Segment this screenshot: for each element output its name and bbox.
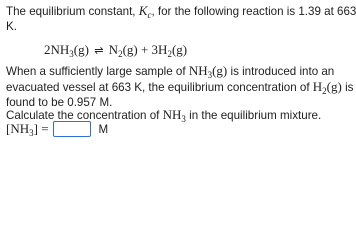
nh3-concentration-input[interactable] xyxy=(53,121,91,137)
intro-line-1: The equilibrium constant, $K_c$, for the following reaction is 1.39 at 663 xyxy=(6,3,356,20)
answer-label: $[NH_3]$ = xyxy=(6,121,49,138)
intro-line-2: K. xyxy=(6,20,17,33)
equilibrium-arrow-icon: ⇌ xyxy=(94,45,104,57)
unit-label: M xyxy=(98,122,109,136)
reaction-equation: $2NH_3(g)$ ⇌ $N_2(g) + 3H_2(g)$ xyxy=(44,42,188,59)
kc-symbol: $K_c$ xyxy=(138,3,152,20)
paragraph-line-2: evacuated vessel at 663 K, the equilibrium concentration of $H_2(g)$ is xyxy=(6,79,354,96)
question-line: Calculate the concentration of $NH_3$ in the equilibrium mixture. xyxy=(6,107,322,124)
paragraph-line-1: When a sufficiently large sample of $NH_3(g)$ is introduced into an xyxy=(6,63,335,80)
paragraph-line-3: found to be 0.957 M. xyxy=(6,96,113,109)
